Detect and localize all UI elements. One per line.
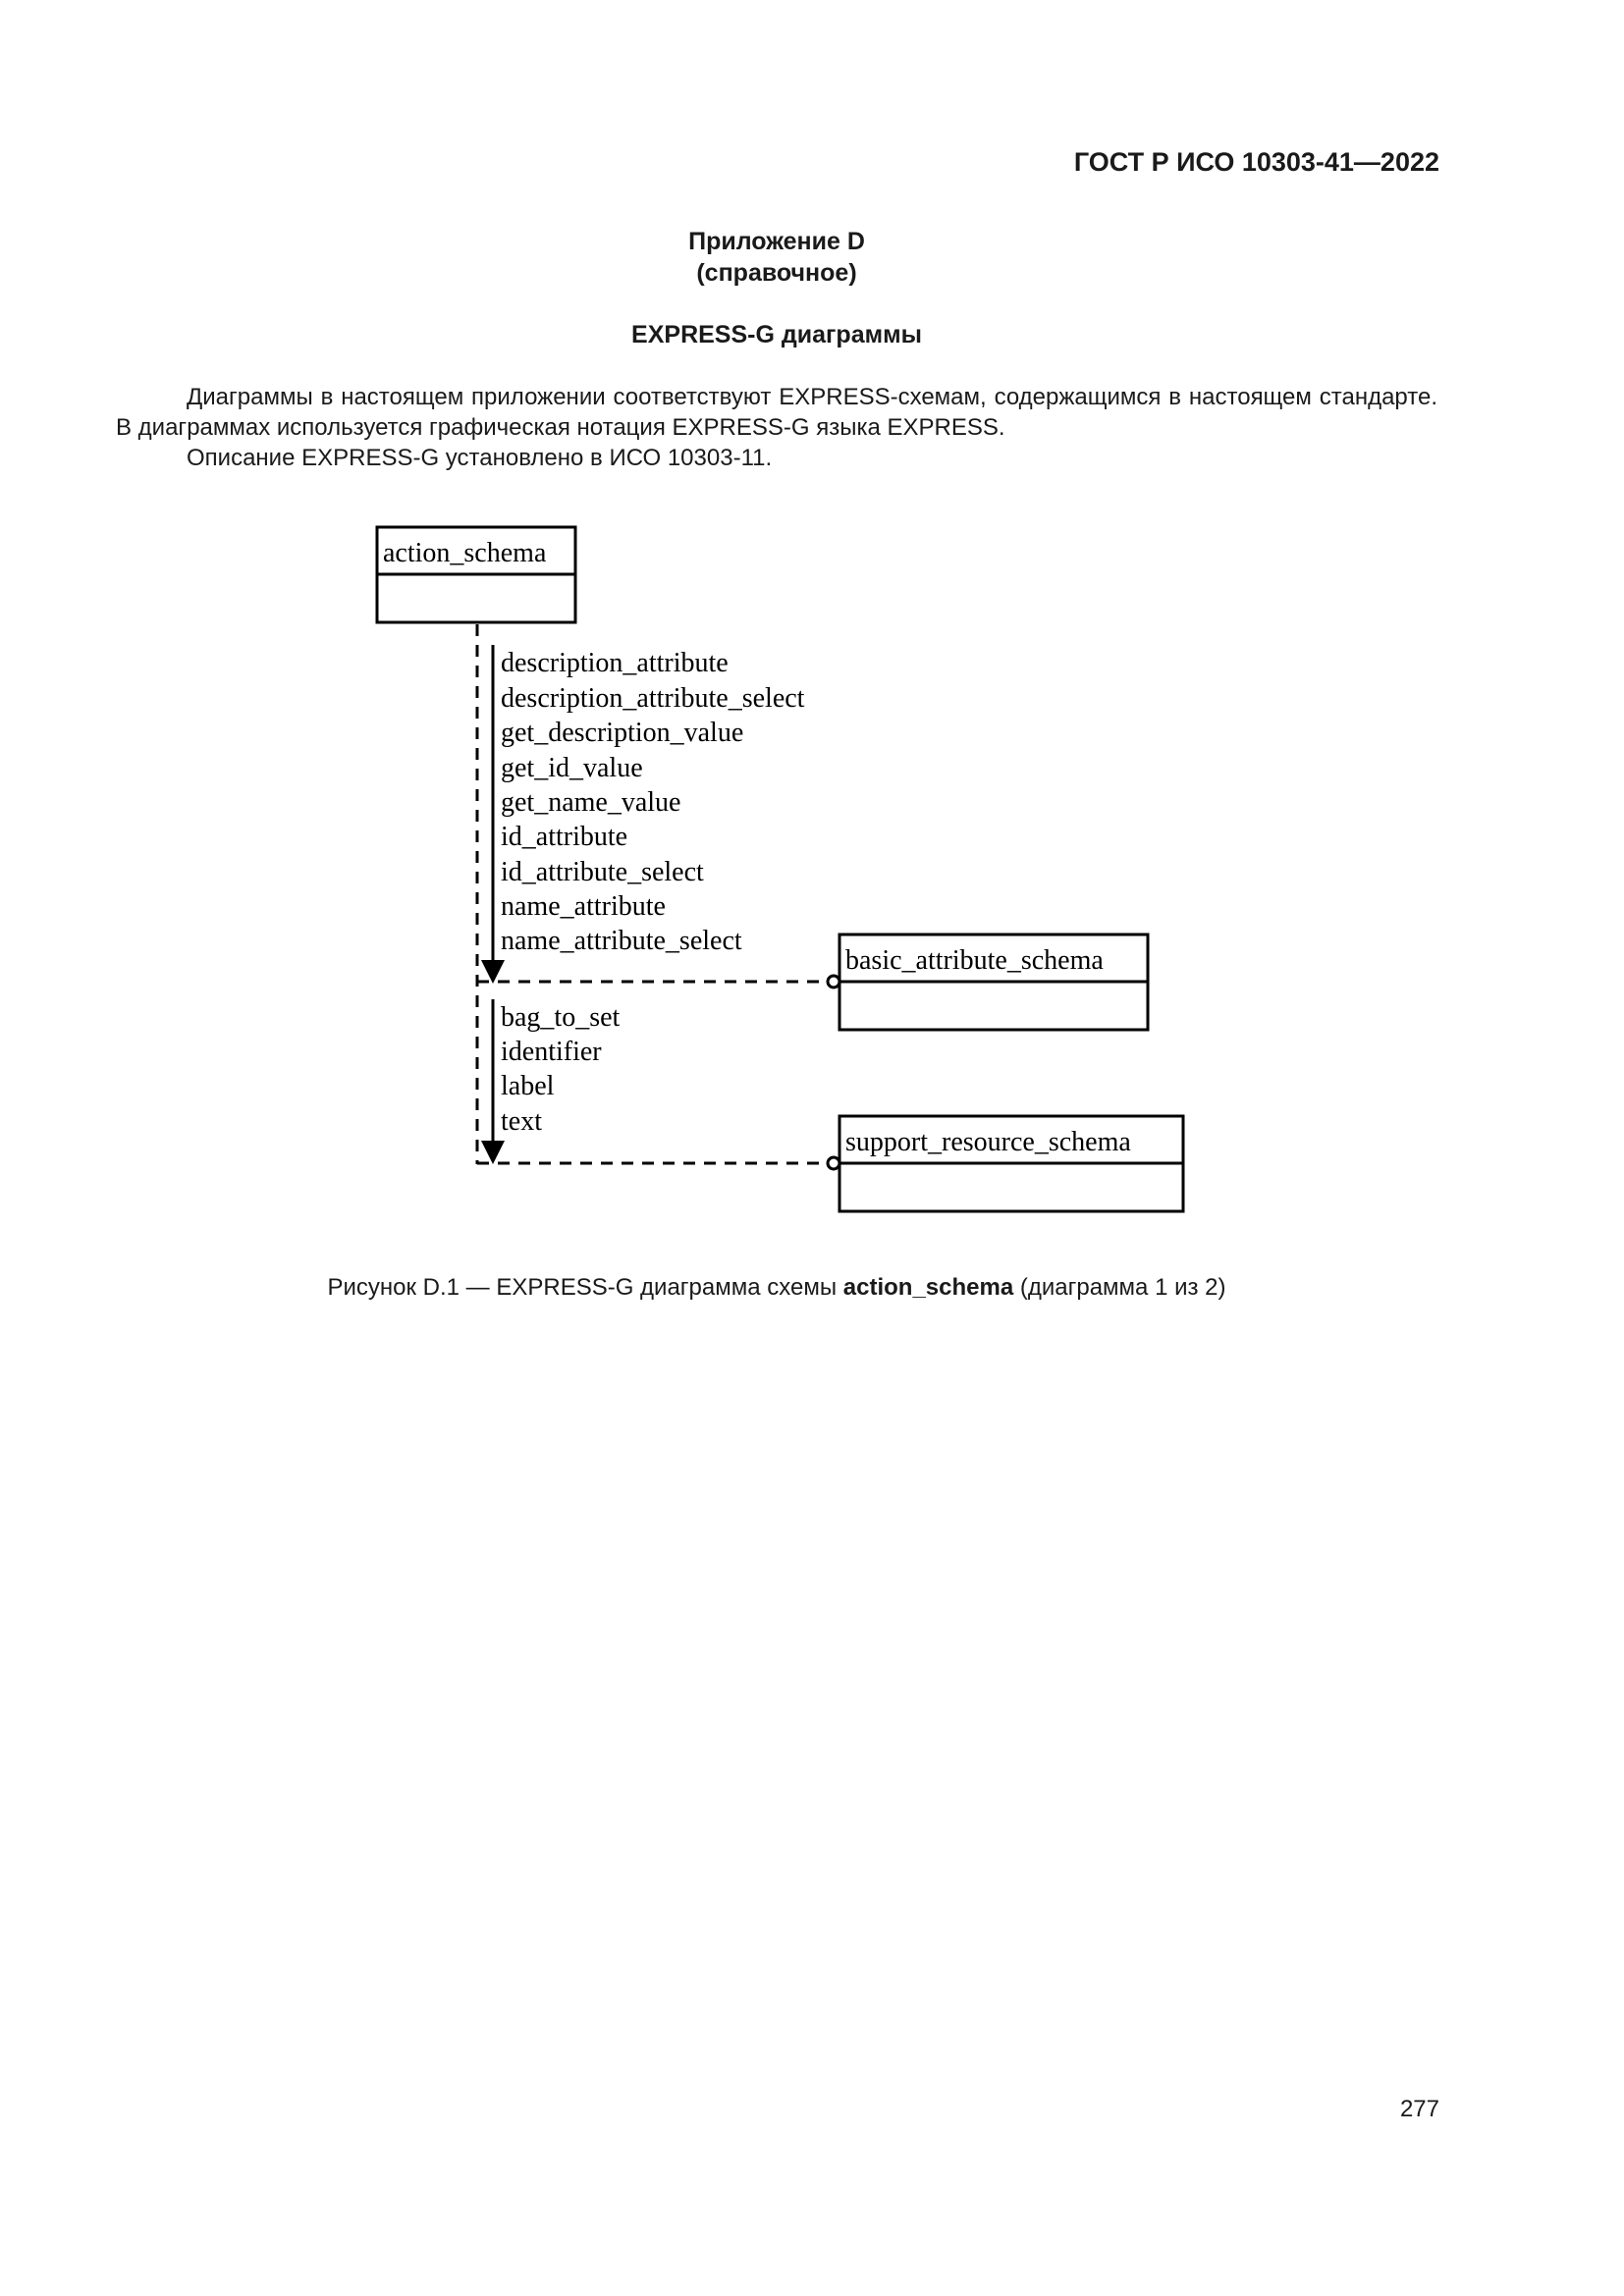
- ref2-item: label: [501, 1071, 555, 1101]
- ref1-item: description_attribute: [501, 648, 729, 678]
- ref1-item: get_description_value: [501, 718, 744, 748]
- ref2-circle: [828, 1157, 839, 1169]
- ref1-item: name_attribute: [501, 891, 666, 922]
- ref1-arrowhead: [481, 960, 505, 984]
- ref2-item: identifier: [501, 1037, 602, 1067]
- annex-title: Приложение D: [688, 228, 865, 255]
- caption-schema-name: action_schema: [842, 1274, 1014, 1301]
- ref2-arrowhead: [481, 1141, 505, 1164]
- paragraph-1: Диаграммы в настоящем приложении соответствуют EXPRESS-схемам, содержащимся в настоящем стандарте. В диаграммах используется графическая нотация EXPRESS-G языка EXPRESS.: [116, 384, 1437, 441]
- main-schema-name: action_schema: [383, 538, 547, 568]
- ref1-item: get_id_value: [501, 753, 643, 783]
- ref2-schema-name: support_resource_schema: [845, 1127, 1131, 1157]
- ref1-item: name_attribute_select: [501, 926, 742, 956]
- page-number: 277: [1399, 2096, 1439, 2122]
- section-title: EXPRESS-G диаграммы: [631, 321, 922, 348]
- ref2-item: text: [501, 1106, 542, 1137]
- figure-caption: [0, 1274, 1553, 1302]
- paragraph-2: Описание EXPRESS-G установлено в ИСО 10303-11.: [187, 445, 773, 471]
- caption-suffix: (диаграмма 1 из 2): [1013, 1274, 1226, 1301]
- ref1-item: id_attribute: [501, 822, 628, 852]
- caption-prefix: Рисунок D.1 — EXPRESS-G диаграмма схемы: [327, 1274, 843, 1301]
- ref1-schema-name: basic_attribute_schema: [845, 945, 1104, 976]
- ref1-item: id_attribute_select: [501, 857, 704, 887]
- ref1-circle: [828, 976, 839, 988]
- ref1-item: get_name_value: [501, 787, 681, 818]
- document-code: ГОСТ Р ИСО 10303-41—2022: [1073, 147, 1439, 177]
- ref2-item: bag_to_set: [501, 1002, 621, 1033]
- ref2-item-list: [501, 1002, 621, 1137]
- ref1-item-list: [501, 648, 805, 956]
- annex-subtitle: (справочное): [696, 259, 857, 287]
- ref1-item: description_attribute_select: [501, 683, 805, 714]
